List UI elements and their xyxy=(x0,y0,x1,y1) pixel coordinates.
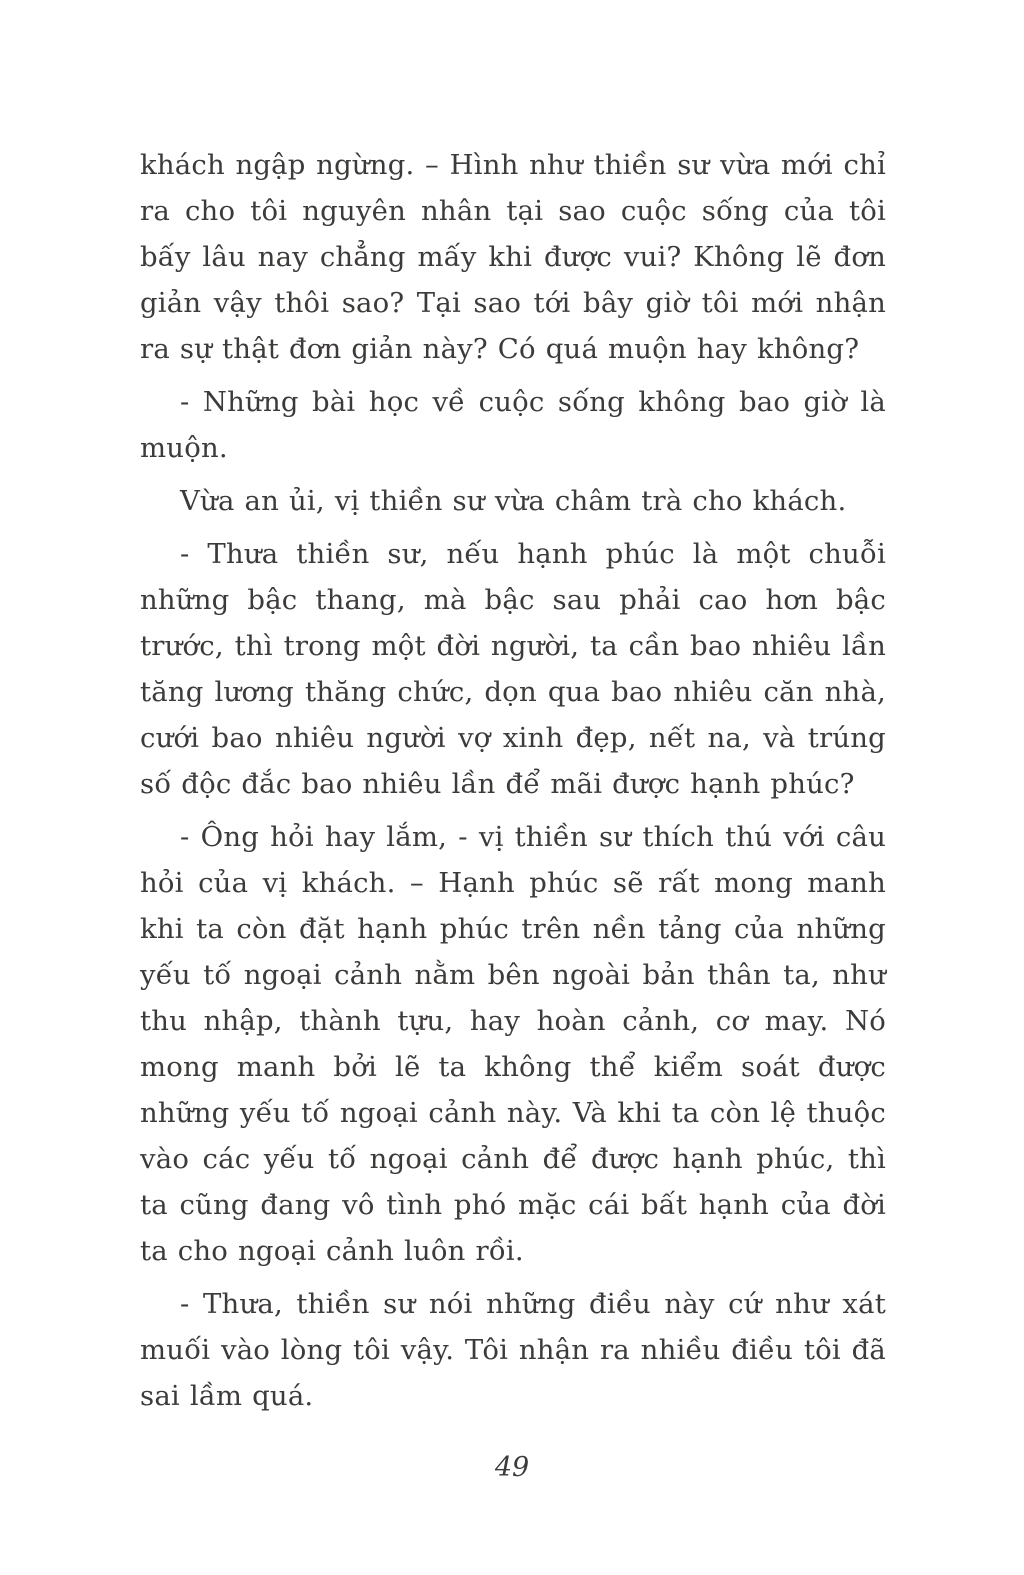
paragraph: Vừa an ủi, vị thiền sư vừa châm trà cho khách. xyxy=(180,485,847,517)
paragraph: - Những bài học về cuộc sống không bao giờ là muộn. xyxy=(140,386,886,464)
text-block xyxy=(140,142,886,1426)
paragraph: - Thưa, thiền sư nói những điều này cứ như xát muối vào lòng tôi vậy. Tôi nhận ra nhiều điều tôi đã sai lầm quá. xyxy=(140,1288,886,1412)
paragraph: - Thưa thiền sư, nếu hạnh phúc là một chuỗi những bậc thang, mà bậc sau phải cao hơn bậc trước, thì trong một đời người, ta cần bao nhiêu lần tăng lương thăng chức, dọn qua bao nhiêu căn nhà, cưới bao nhiêu người vợ xinh đẹp, nết na, và trúng số độc đắc bao nhiêu lần để mãi được hạnh phúc? xyxy=(140,538,886,800)
paragraph: khách ngập ngừng. – Hình như thiền sư vừa mới chỉ ra cho tôi nguyên nhân tại sao cuộc sống của tôi bấy lâu nay chẳng mấy khi được vui? Không lẽ đơn giản vậy thôi sao? Tại sao tới bây giờ tôi mới nhận ra sự thật đơn giản này? Có quá muộn hay không? xyxy=(140,149,886,365)
page-number: 49 xyxy=(494,1452,530,1483)
paragraph: - Ông hỏi hay lắm, - vị thiền sư thích thú với câu hỏi của vị khách. – Hạnh phúc sẽ rất mong manh khi ta còn đặt hạnh phúc trên nền tảng của những yếu tố ngoại cảnh nằm bên ngoài bản thân ta, như thu nhập, thành tựu, hay hoàn cảnh, cơ may. Nó mong manh bởi lẽ ta không thể kiểm soát được những yếu tố ngoại cảnh này. Và khi ta còn lệ thuộc vào các yếu tố ngoại cảnh để được hạnh phúc, thì ta cũng đang vô tình phó mặc cái bất hạnh của đời ta cho ngoại cảnh luôn rồi. xyxy=(140,821,886,1267)
